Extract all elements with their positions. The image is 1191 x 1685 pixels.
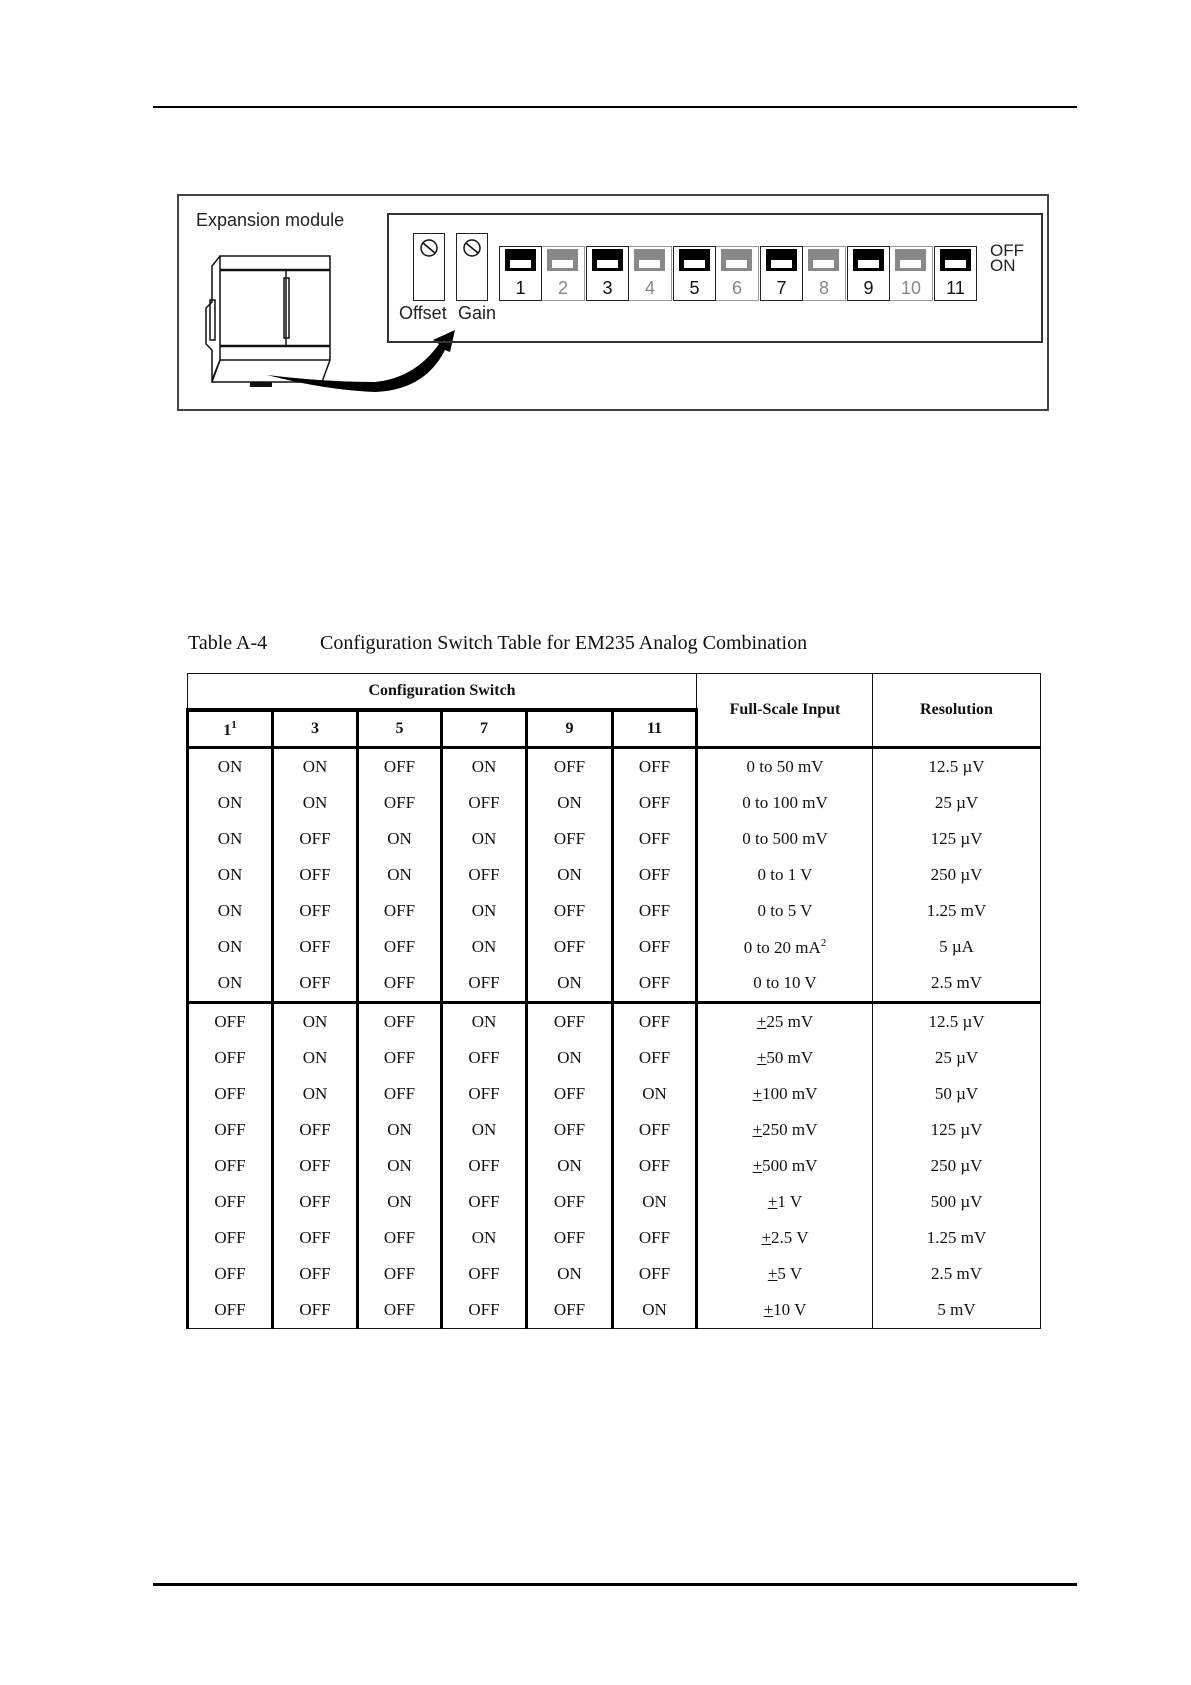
- figure-title: Expansion module: [196, 210, 345, 230]
- resolution-header: Resolution: [873, 674, 1041, 748]
- table-row: [188, 893, 1041, 929]
- switch-state-cell: OFF: [188, 1220, 273, 1256]
- resolution-cell: 12.5 µV: [873, 1003, 1041, 1041]
- switch-lever-icon: [721, 249, 752, 271]
- switch-state-cell: ON: [188, 893, 273, 929]
- resolution-cell: 2.5 mV: [873, 1256, 1041, 1292]
- switch-state-cell: OFF: [442, 1148, 527, 1184]
- full-scale-input-cell: 0 to 1 V: [697, 857, 873, 893]
- switch-state-cell: OFF: [613, 821, 697, 857]
- plus-minus-sign: +: [756, 1048, 767, 1067]
- dip-switch-5[interactable]: 5: [673, 246, 716, 301]
- plus-minus-sign: +: [756, 1012, 767, 1031]
- full-scale-input-cell: 0 to 5 V: [697, 893, 873, 929]
- switch-state-cell: ON: [442, 1220, 527, 1256]
- plus-minus-sign: +: [752, 1084, 763, 1103]
- switch-lever-icon: [634, 249, 665, 271]
- switch-state-cell: ON: [188, 748, 273, 786]
- table-row: [188, 1076, 1041, 1112]
- switch-state-cell: ON: [613, 1292, 697, 1329]
- switch-state-cell: ON: [527, 1256, 613, 1292]
- switch-state-cell: OFF: [613, 1148, 697, 1184]
- resolution-cell: 5 mV: [873, 1292, 1041, 1329]
- switch-state-cell: ON: [442, 748, 527, 786]
- off-label: OFF: [990, 241, 1024, 260]
- full-scale-input-cell: +10 V: [697, 1292, 873, 1329]
- header-rule: [153, 106, 1077, 108]
- switch-state-cell: OFF: [188, 1076, 273, 1112]
- switch-state-cell: ON: [188, 965, 273, 1003]
- switch-state-cell: OFF: [358, 1292, 442, 1329]
- switch-state-cell: OFF: [442, 1184, 527, 1220]
- switch-state-cell: ON: [188, 821, 273, 857]
- switch-state-cell: OFF: [613, 929, 697, 965]
- switch-state-cell: OFF: [442, 1292, 527, 1329]
- switch-state-cell: OFF: [613, 965, 697, 1003]
- switch-state-cell: OFF: [358, 1076, 442, 1112]
- switch-state-cell: OFF: [188, 1256, 273, 1292]
- gain-label: Gain: [458, 303, 497, 323]
- table-number: Table A-4: [188, 632, 268, 654]
- table-row: [188, 1292, 1041, 1329]
- switch-state-cell: OFF: [273, 1220, 358, 1256]
- switch-state-cell: OFF: [442, 1040, 527, 1076]
- switch-state-cell: OFF: [273, 1184, 358, 1220]
- full-scale-input-cell: +5 V: [697, 1256, 873, 1292]
- switch-state-cell: OFF: [273, 1256, 358, 1292]
- resolution-cell: 5 µA: [873, 929, 1041, 965]
- configuration-switch-table: [186, 673, 1041, 1329]
- switch-state-cell: OFF: [527, 893, 613, 929]
- full-scale-input-cell: +250 mV: [697, 1112, 873, 1148]
- switch-state-cell: ON: [358, 821, 442, 857]
- switch-state-cell: OFF: [273, 857, 358, 893]
- resolution-cell: 25 µV: [873, 1040, 1041, 1076]
- switch-state-cell: OFF: [442, 785, 527, 821]
- switch-state-cell: ON: [273, 1076, 358, 1112]
- table-row: [188, 1256, 1041, 1292]
- footer-rule: [153, 1583, 1077, 1586]
- switch-state-cell: OFF: [273, 965, 358, 1003]
- plus-minus-sign: +: [752, 1156, 763, 1175]
- switch-state-cell: ON: [527, 1040, 613, 1076]
- switch-state-cell: OFF: [442, 965, 527, 1003]
- table-row: [188, 1112, 1041, 1148]
- switch-state-cell: OFF: [442, 857, 527, 893]
- switch-state-cell: OFF: [442, 1256, 527, 1292]
- switch-state-cell: ON: [188, 929, 273, 965]
- switch-state-cell: ON: [527, 965, 613, 1003]
- switch-1-header: $1^1$: [188, 710, 273, 748]
- switch-state-cell: OFF: [358, 1003, 442, 1041]
- full-scale-input-header: Full-Scale Input: [697, 674, 873, 748]
- full-scale-input-cell: +1 V: [697, 1184, 873, 1220]
- switch-state-cell: ON: [188, 857, 273, 893]
- switch-state-cell: OFF: [613, 785, 697, 821]
- switch-state-cell: ON: [358, 1184, 442, 1220]
- dip-switch-7[interactable]: 7: [760, 246, 803, 301]
- resolution-cell: 125 µV: [873, 1112, 1041, 1148]
- switch-lever-icon: [853, 249, 884, 271]
- switch-state-cell: ON: [188, 785, 273, 821]
- switch-state-cell: ON: [527, 1148, 613, 1184]
- switch-state-cell: OFF: [188, 1292, 273, 1329]
- switch-state-cell: ON: [442, 893, 527, 929]
- table-row: [188, 965, 1041, 1003]
- switch-state-cell: ON: [358, 1148, 442, 1184]
- table-row: [188, 1184, 1041, 1220]
- switch-state-cell: OFF: [188, 1003, 273, 1041]
- switch-state-cell: OFF: [358, 965, 442, 1003]
- resolution-cell: 25 µV: [873, 785, 1041, 821]
- switch-state-cell: OFF: [188, 1148, 273, 1184]
- switch-state-cell: OFF: [613, 857, 697, 893]
- table-row: [188, 1003, 1041, 1041]
- potentiometer-knob-icon: [463, 239, 481, 257]
- switch-11-header: 11: [613, 710, 697, 748]
- table-row: [188, 929, 1041, 965]
- on-label: ON: [990, 256, 1016, 275]
- plus-minus-sign: +: [767, 1264, 778, 1283]
- full-scale-input-cell: +50 mV: [697, 1040, 873, 1076]
- switch-state-cell: OFF: [527, 748, 613, 786]
- dip-switch-3[interactable]: 3: [586, 246, 629, 301]
- resolution-cell: 50 µV: [873, 1076, 1041, 1112]
- switch-state-cell: OFF: [613, 1220, 697, 1256]
- switch-lever-icon: [940, 249, 971, 271]
- full-scale-input-cell: 0 to 20 $mA^2$: [697, 929, 873, 965]
- switch-state-cell: ON: [613, 1076, 697, 1112]
- resolution-cell: 2.5 mV: [873, 965, 1041, 1003]
- switch-lever-icon: [547, 249, 578, 271]
- plus-minus-sign: +: [763, 1300, 774, 1319]
- plus-minus-sign: +: [761, 1228, 772, 1247]
- resolution-cell: 1.25 mV: [873, 893, 1041, 929]
- switch-state-cell: OFF: [613, 1112, 697, 1148]
- off-on-legend: [990, 243, 1024, 273]
- switch-state-cell: OFF: [613, 1003, 697, 1041]
- dip-switch-8[interactable]: 8: [803, 246, 846, 301]
- switch-state-cell: ON: [442, 1003, 527, 1041]
- plus-minus-sign: +: [752, 1120, 763, 1139]
- switch-state-cell: OFF: [527, 929, 613, 965]
- switch-state-cell: OFF: [527, 1003, 613, 1041]
- switch-5-header: 5: [358, 710, 442, 748]
- table-row: [188, 1220, 1041, 1256]
- resolution-cell: 125 µV: [873, 821, 1041, 857]
- offset-label: Offset: [399, 303, 447, 323]
- switch-state-cell: ON: [613, 1184, 697, 1220]
- offset-potentiometer[interactable]: [413, 233, 445, 301]
- switch-7-header: 7: [442, 710, 527, 748]
- resolution-cell: 500 µV: [873, 1184, 1041, 1220]
- switch-state-cell: OFF: [273, 1112, 358, 1148]
- switch-state-cell: ON: [273, 1003, 358, 1041]
- switch-state-cell: OFF: [613, 748, 697, 786]
- full-scale-input-cell: +25 mV: [697, 1003, 873, 1041]
- footnote-marker: 1: [231, 718, 237, 731]
- resolution-cell: 12.5 µV: [873, 748, 1041, 786]
- switch-state-cell: OFF: [273, 1148, 358, 1184]
- switch-state-cell: OFF: [613, 1040, 697, 1076]
- switch-lever-icon: [592, 249, 623, 271]
- switch-lever-icon: [808, 249, 839, 271]
- switch-lever-icon: [505, 249, 536, 271]
- full-scale-input-cell: 0 to 10 V: [697, 965, 873, 1003]
- switch-state-cell: OFF: [613, 893, 697, 929]
- switch-state-cell: ON: [273, 785, 358, 821]
- resolution-cell: 1.25 mV: [873, 1220, 1041, 1256]
- switch-state-cell: OFF: [273, 821, 358, 857]
- switch-lever-icon: [679, 249, 710, 271]
- switch-lever-icon: [766, 249, 797, 271]
- potentiometer-knob-icon: [420, 239, 438, 257]
- switch-3-header: 3: [273, 710, 358, 748]
- switch-state-cell: ON: [273, 748, 358, 786]
- switch-state-cell: ON: [358, 857, 442, 893]
- switch-state-cell: OFF: [527, 1076, 613, 1112]
- switch-state-cell: OFF: [188, 1184, 273, 1220]
- full-scale-input-cell: +500 mV: [697, 1148, 873, 1184]
- full-scale-input-cell: +2.5 V: [697, 1220, 873, 1256]
- dip-switch-2[interactable]: 2: [542, 246, 585, 301]
- switch-state-cell: OFF: [188, 1040, 273, 1076]
- table-row: [188, 857, 1041, 893]
- switch-state-cell: OFF: [273, 893, 358, 929]
- switch-state-cell: OFF: [527, 1292, 613, 1329]
- switch-state-cell: OFF: [613, 1256, 697, 1292]
- switch-state-cell: ON: [442, 821, 527, 857]
- switch-state-cell: OFF: [273, 929, 358, 965]
- table-row: [188, 785, 1041, 821]
- switch-state-cell: OFF: [273, 1292, 358, 1329]
- dip-switch-1[interactable]: 1: [499, 246, 542, 301]
- configuration-switch-header: Configuration Switch: [188, 674, 697, 711]
- table-row: [188, 1148, 1041, 1184]
- resolution-cell: 250 µV: [873, 1148, 1041, 1184]
- switch-state-cell: OFF: [358, 748, 442, 786]
- dip-switch-6[interactable]: 6: [716, 246, 759, 301]
- switch-state-cell: OFF: [358, 1256, 442, 1292]
- switch-state-cell: OFF: [358, 929, 442, 965]
- switch-state-cell: OFF: [527, 1220, 613, 1256]
- table-row: [188, 821, 1041, 857]
- dip-switch-10[interactable]: 10: [890, 246, 933, 301]
- table-caption: [188, 632, 807, 655]
- dip-switch-11[interactable]: 11: [934, 246, 977, 301]
- resolution-cell: 250 µV: [873, 857, 1041, 893]
- full-scale-input-cell: 0 to 100 mV: [697, 785, 873, 821]
- dip-switch-9[interactable]: 9: [847, 246, 890, 301]
- switch-state-cell: OFF: [358, 785, 442, 821]
- full-scale-input-cell: 0 to 50 mV: [697, 748, 873, 786]
- plus-minus-sign: +: [767, 1192, 778, 1211]
- switch-state-cell: ON: [358, 1112, 442, 1148]
- switch-state-cell: OFF: [527, 821, 613, 857]
- switch-state-cell: OFF: [188, 1112, 273, 1148]
- switch-state-cell: OFF: [358, 1220, 442, 1256]
- switch-state-cell: ON: [527, 857, 613, 893]
- full-scale-input-cell: 0 to 500 mV: [697, 821, 873, 857]
- switch-state-cell: OFF: [527, 1184, 613, 1220]
- footnote-marker: 2: [820, 936, 827, 949]
- gain-potentiometer[interactable]: [456, 233, 488, 301]
- switch-lever-icon: [895, 249, 926, 271]
- table-title: Configuration Switch Table for EM235 Analog Combination: [320, 632, 808, 654]
- switch-state-cell: ON: [527, 785, 613, 821]
- switch-state-cell: OFF: [358, 893, 442, 929]
- table-row: [188, 748, 1041, 786]
- switch-state-cell: ON: [442, 929, 527, 965]
- switch-9-header: 9: [527, 710, 613, 748]
- switch-state-cell: OFF: [358, 1040, 442, 1076]
- switch-state-cell: OFF: [442, 1076, 527, 1112]
- switch-state-cell: ON: [442, 1112, 527, 1148]
- full-scale-input-cell: +100 mV: [697, 1076, 873, 1112]
- switch-state-cell: ON: [273, 1040, 358, 1076]
- table-row: [188, 1040, 1041, 1076]
- dip-switch-4[interactable]: 4: [629, 246, 672, 301]
- table-body: [188, 748, 1041, 1329]
- switch-state-cell: OFF: [527, 1112, 613, 1148]
